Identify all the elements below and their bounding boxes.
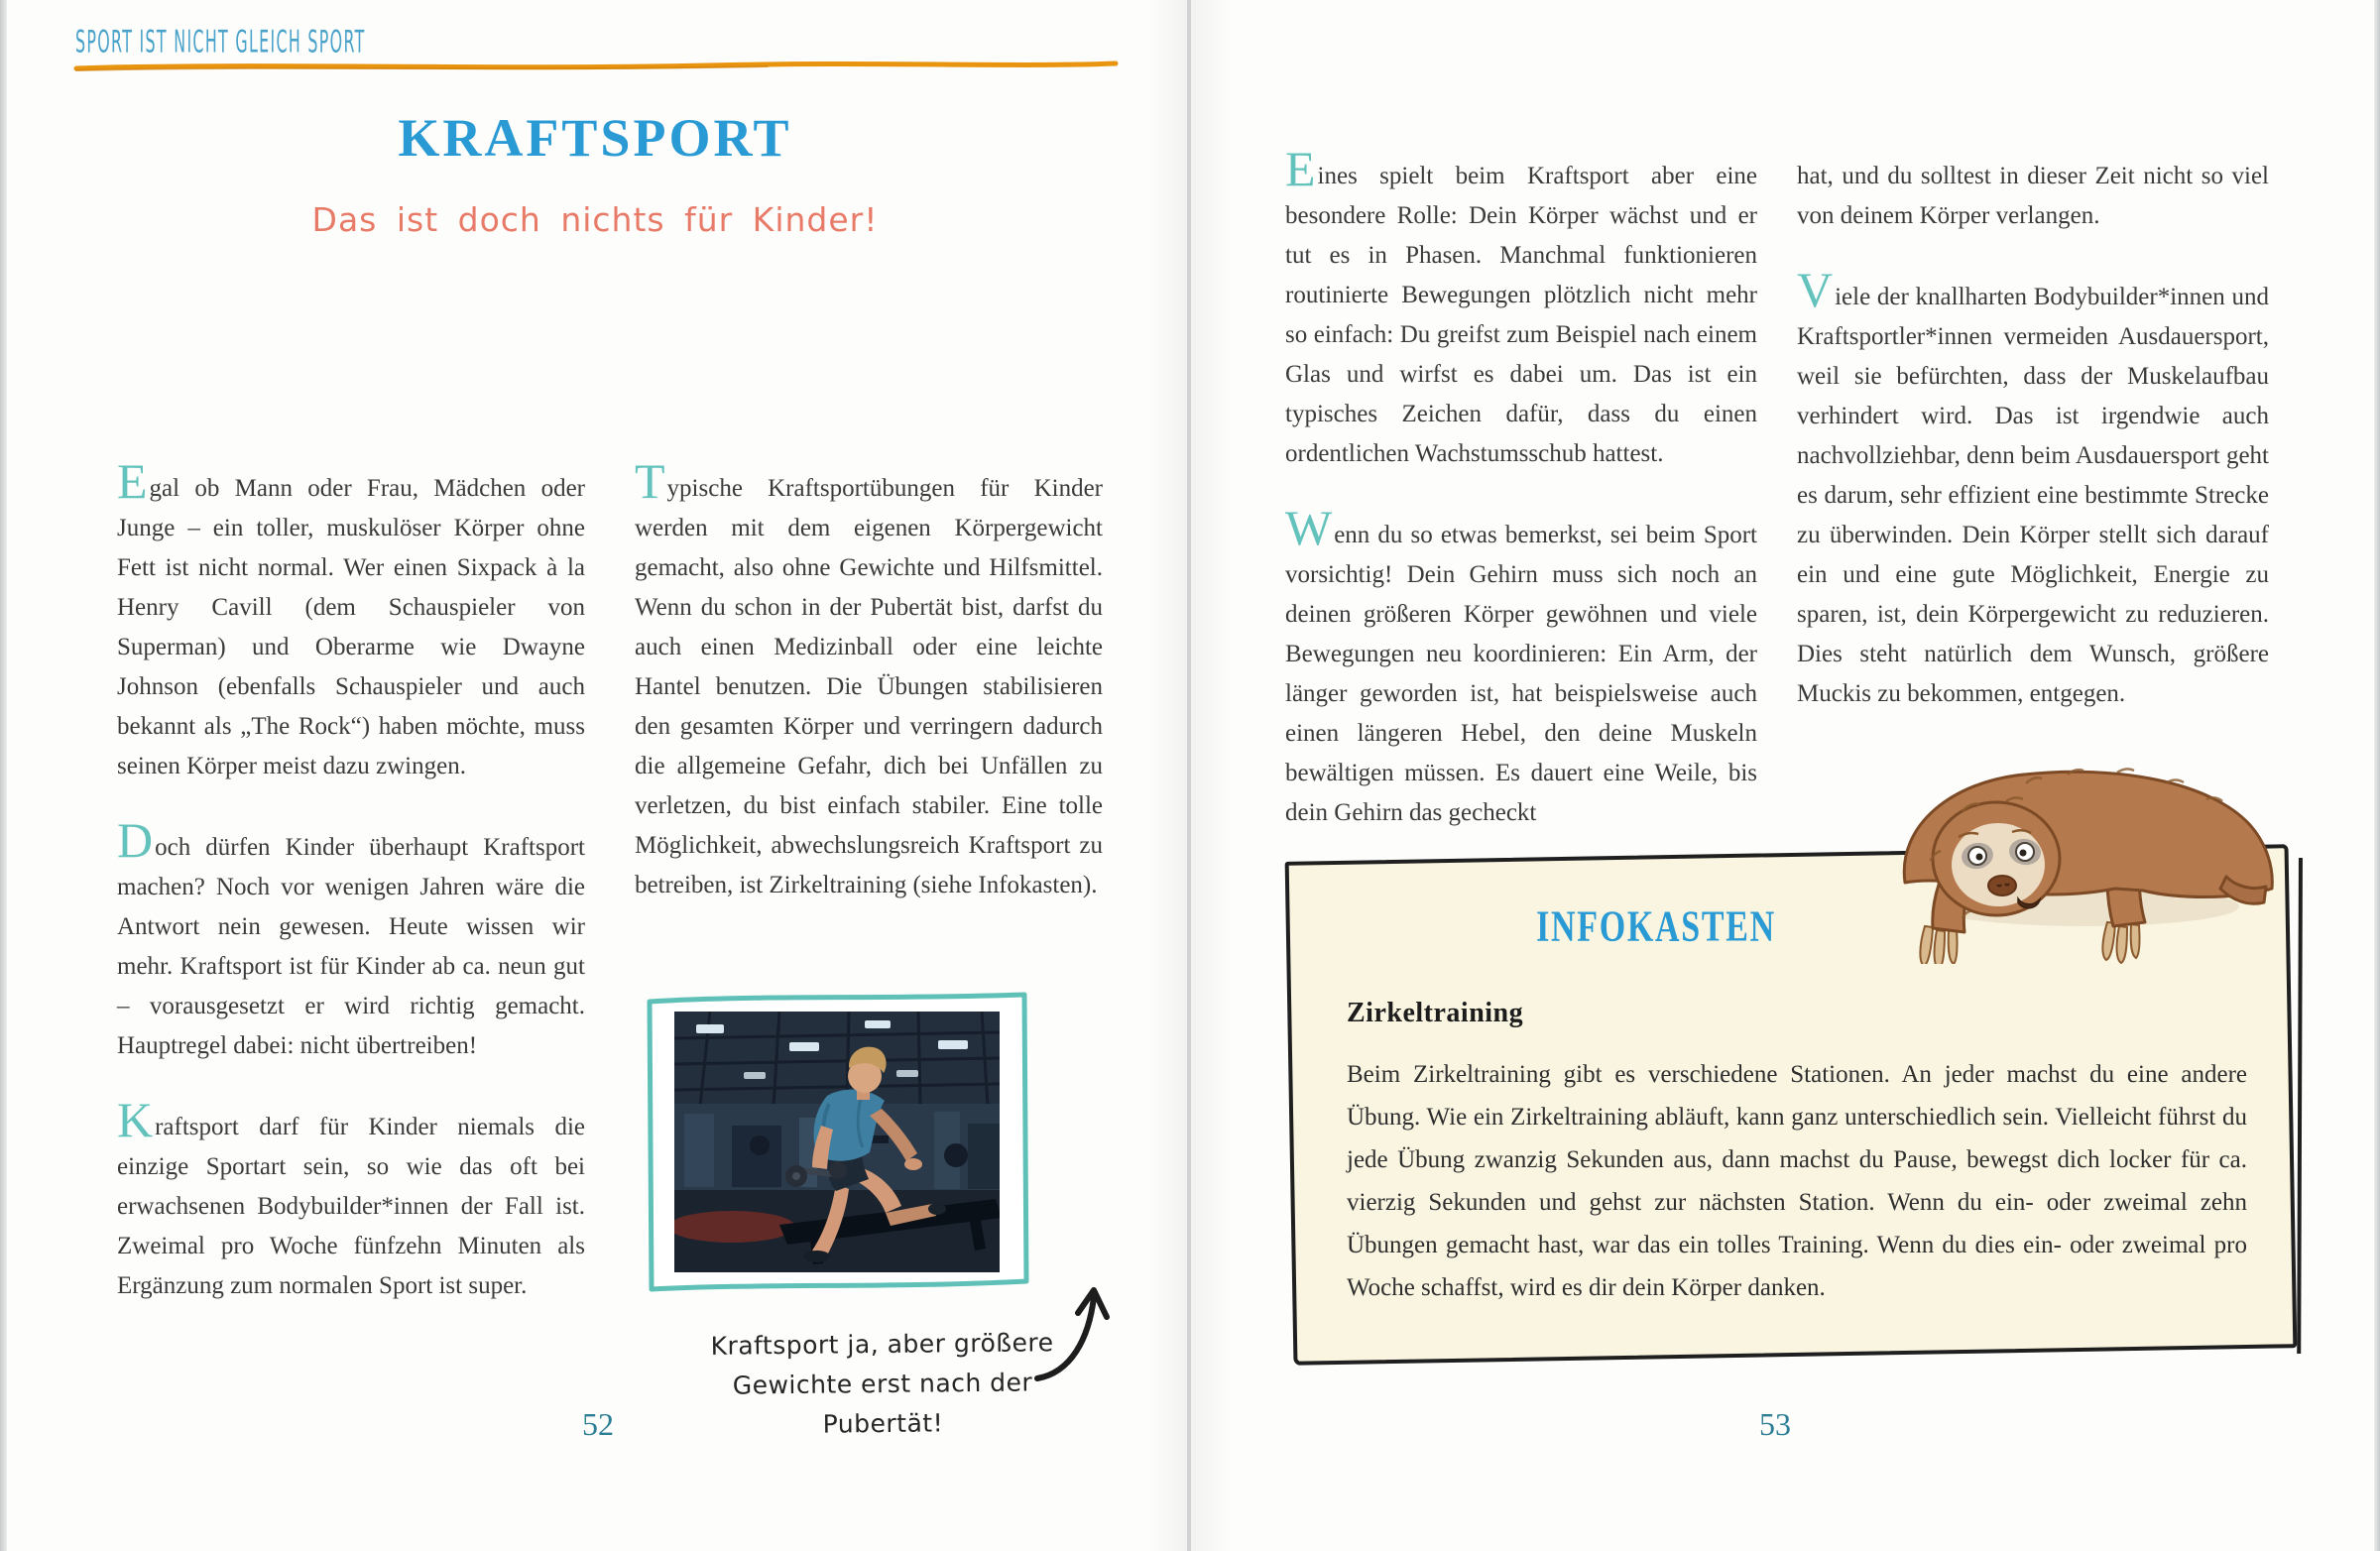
page-subtitle: Das ist doch nichts für Kinder! [311,200,879,239]
paragraph: Wenn du so etwas bemerkst, sei beim Sport vorsichtig! Dein Gehirn muss sich noch an deinen größeren Körper gewöhnen und viele Bewegungen neu koordinieren: Ein Arm, der länger geworden ist, hat beispielsweise auch einen längeren Hebel, den deine Muskeln bewältigen müssen. Es dauert eine Weile, bis dein Gehirn das gecheckt [1285,500,1757,826]
dropcap: T [635,453,665,509]
photo-caption-line: Kraftsport ja, aber größere [710,1328,1054,1361]
page-edge-right [2374,0,2380,1551]
orange-underline-icon [73,58,1119,75]
text-column [117,453,585,1348]
infobox-body: Beim Zirkeltraining gibt es verschiedene Stationen. An jeder machst du eine andere Übung. Wie ein Zirkeltraining abläuft, kann ganz unterschiedlich sein. Vielleicht führst du jede Übung zwanzig Sekunden aus, dann machst du Pause, bewegst dich locker für ca. vierzig Sekunden und gehst zur nächsten Station. Wenn du ein- oder zweimal zehn Übungen gemacht hast, war das ein tolles Training. Wenn du dies ein- oder zweimal pro Woche schaffst, wird es dir dein Körper danken. [1347,1061,2247,1301]
dropcap: V [1797,262,1834,317]
dropcap: E [1285,141,1316,196]
gym-photo [641,987,1033,1302]
dropcap: D [117,812,154,868]
paragraph: Eines spielt beim Kraftsport aber eine besondere Rolle: Dein Körper wächst und er tut es in Phasen. Manchmal funktionieren routinierte Bewegungen plötzlich nicht mehr so einfach: Du greifst zum Beispiel nach einem Glas und wirfst es dabei um. Das ist ein typisches Zeichen dafür, dass du einen ordentlichen Wachstumsschub hattest. [1285,141,1757,467]
gutter-shadow [1191,0,1231,1551]
gym-photo-illustration [641,987,1033,1302]
paragraph: hat, und du solltest in dieser Zeit nicht so viel von deinem Körper verlangen. [1797,163,2269,229]
page-number: 52 [582,1406,614,1442]
paragraph: Viele der knallharten Bodybuilder*innen und Kraftsportler*innen vermeiden Ausdauersport, weil sie befürchten, dass der Muskelaufbau verhindert wird. Das ist irgendwie auch nachvollziehbar, denn beim Ausdauersport geht es darum, sehr effizient eine bestimmte Strecke zu überwinden. Dein Körper stellt sich darauf ein und eine gute Möglichkeit, Energie zu sparen, ist, dein Körpergewicht zu reduzieren. Dies steht natürlich dem Wunsch, größere Muckis zu bekommen, entgegen. [1797,262,2269,707]
infobox-label: INFOKASTEN [1536,900,1776,951]
sloth-illustration-icon [1877,760,2286,964]
infobox-heading: Zirkeltraining [1347,998,1524,1028]
paragraph: Kraftsport darf für Kinder niemals die einzige Sportart sein, so wie das oft bei erwachsenen Bodybuilder*innen der Fall ist. Zweimal pro Woche fünfzehn Minuten als Ergänzung zum normalen Sport ist super. [117,1092,585,1299]
paragraph: Egal ob Mann oder Frau, Mädchen oder Junge – ein toller, muskulöser Körper ohne Fett ist nicht normal. Wer einen Sixpack à la Henry Cavill (dem Schauspieler von Superman) und Oberarme wie Dwayne Johnson (ebenfalls Schauspieler und auch bekannt als „The Rock“) haben möchte, muss seinen Körper meist dazu zwingen. [117,453,585,779]
paragraph: Doch dürfen Kinder überhaupt Kraftsport machen? Noch vor wenigen Jahren wäre die Antwort nein gewesen. Heute wissen wir mehr. Kraftsport ist für Kinder ab ca. neun gut – vorausgesetzt er wird richtig gemacht. Hauptregel dabei: nicht übertreiben! [117,812,585,1059]
page-number: 53 [1759,1406,1791,1442]
text-column [1285,141,1757,875]
photo-caption [683,1323,1081,1446]
paragraph: Typische Kraftsportübungen für Kinder werden mit dem eigenen Körpergewicht gemacht, also ohne Gewichte und Hilfsmittel. Wenn du schon in der Pubertät bist, darfst du auch einen Medizinball oder eine leichte Hantel benutzen. Die Übungen stabilisieren den gesamten Körper und verringern dadurch die allgemeine Gefahr, dich bei Unfällen zu verletzen, du bist einfach stabiler. Eine tolle Möglichkeit, abwechslungsreich Kraftsport zu betreiben, ist Zirkeltraining (siehe Infokasten). [635,453,1103,898]
dropcap: K [117,1092,154,1147]
chapter-kicker: SPORT IST NICHT GLEICH SPORT [75,24,366,60]
dropcap: E [117,453,148,509]
page-title: KRAFTSPORT [398,108,792,168]
dropcap: W [1285,500,1333,555]
photo-caption-line: Gewichte erst nach der Pubertät! [732,1368,1033,1439]
